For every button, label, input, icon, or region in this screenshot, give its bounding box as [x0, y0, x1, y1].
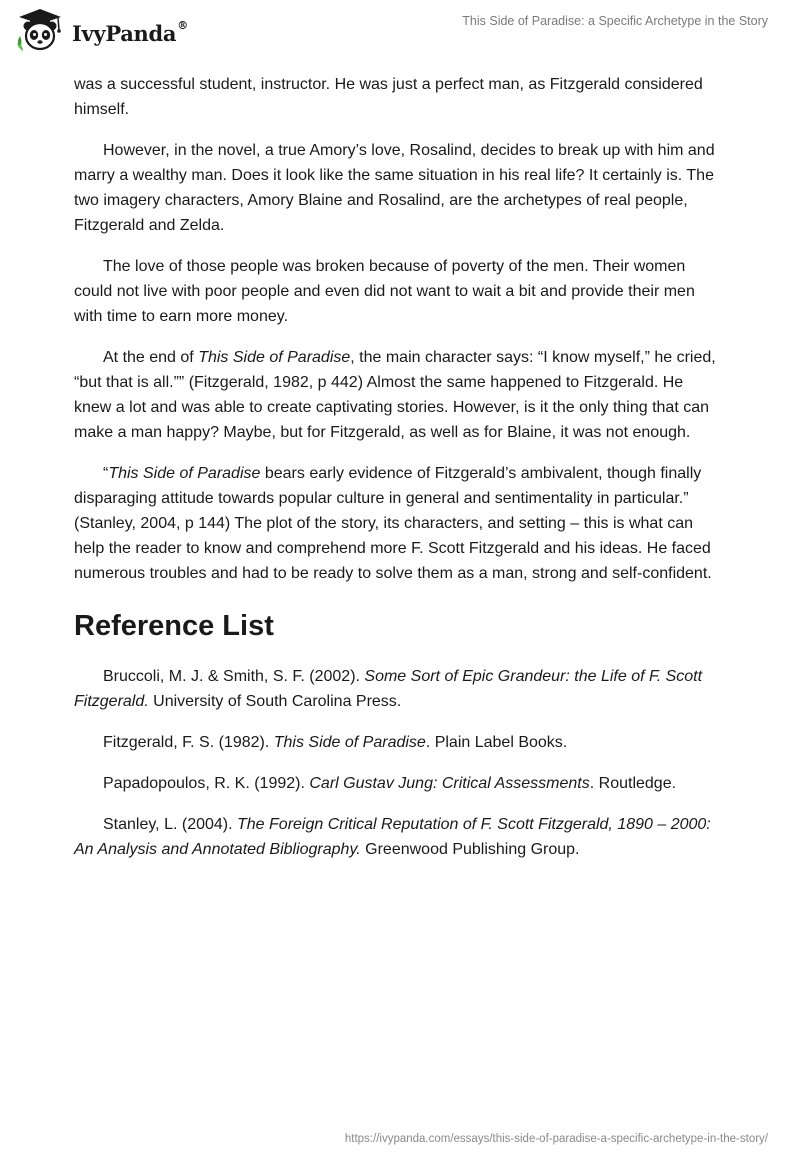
panda-graduate-icon [14, 8, 66, 52]
book-title: This Side of Paradise [108, 465, 261, 482]
reference-item: Stanley, L. (2004). The Foreign Critical Reputation of F. Scott Fitzgerald, 1890 – 2000: An Analysis and Annotated Bibliography. Greenwood Publishing Group. [74, 816, 711, 858]
registered-mark: ® [177, 18, 188, 32]
reference-item: Papadopoulos, R. K. (1992). Carl Gustav Jung: Critical Assessments. Routledge. [103, 775, 677, 792]
essay-body [74, 72, 724, 878]
document-title: This Side of Paradise: a Specific Archetype in the Story [462, 14, 768, 28]
paragraph: At the end of This Side of Paradise, the main character says: “I know myself,” he cried, “but that is all.”” (Fitzgerald, 1982, p 442) Almost the same happened to Fitzgerald. He knew a lot and was able to create captivating stories. However, is it the only thing that can make a man happy? Maybe, but for Fitzgerald, as well as for Blaine, it was not enough. [74, 349, 716, 441]
reference-item: Fitzgerald, F. S. (1982). This Side of Paradise. Plain Label Books. [103, 734, 568, 751]
logo-wordmark: IvyPanda® [72, 18, 188, 46]
paragraph: The love of those people was broken because of poverty of the men. Their women could not live with poor people and even did not want to wait a bit and provide their men with time to earn more money. [74, 258, 695, 325]
page-header [0, 0, 800, 66]
paragraph: was a successful student, instructor. He was just a perfect man, as Fitzgerald considered himself. [74, 76, 703, 118]
book-title: This Side of Paradise [198, 349, 351, 366]
source-url[interactable]: https://ivypanda.com/essays/this-side-of-paradise-a-specific-archetype-in-the-story/ [344, 1133, 768, 1145]
paragraph: However, in the novel, a true Amory’s love, Rosalind, decides to break up with him and marry a wealthy man. Does it look like the same situation in his real life? It certainly is. The two imagery characters, Amory Blaine and Rosalind, are the archetypes of real people, Fitzgerald and Zelda. [74, 142, 715, 234]
paragraph: “This Side of Paradise bears early evidence of Fitzgerald’s ambivalent, though finally disparaging attitude towards popular culture in general and sentimentality in particular.” (Stanley, 2004, p 144) The plot of the story, its characters, and setting – this is what can help the reader to know and comprehend more F. Scott Fitzgerald and his ideas. He faced numerous troubles and had to be ready to solve them as a man, strong and self-confident. [74, 465, 712, 582]
reference-item: Bruccoli, M. J. & Smith, S. F. (2002). Some Sort of Epic Grandeur: the Life of F. Scott Fitzgerald. University of South Carolina Press. [74, 668, 703, 710]
reference-list-heading: Reference List [74, 610, 274, 642]
ivypanda-logo[interactable] [14, 8, 188, 52]
